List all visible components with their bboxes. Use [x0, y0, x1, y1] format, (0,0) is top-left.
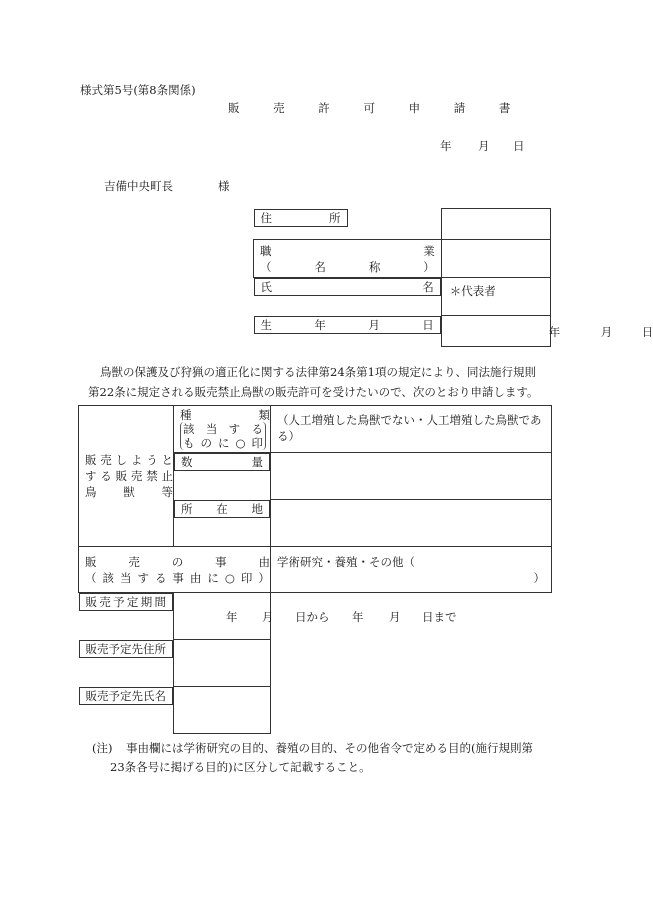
- representative-note: ＊代表者: [449, 284, 496, 298]
- note-line-2: 23条各号に掲げる目的)に区分して記載すること。: [110, 760, 371, 774]
- species-label-line3: も の に ○ 印: [183, 436, 263, 450]
- occupation-label: [254, 240, 442, 278]
- note-mark: (注): [92, 741, 113, 755]
- intro-line-2: 第22条に規定される販売禁止鳥獣の販売許可を受けたいので、次のとおり申請します。: [88, 385, 539, 399]
- occupation-label-line1: 職 業: [260, 243, 435, 258]
- species-group-label: [79, 406, 174, 547]
- reason-options: 学術研究・養殖・その他（: [277, 554, 415, 569]
- birthdate-field[interactable]: [441, 316, 653, 347]
- period-year-to: 年: [352, 610, 364, 624]
- name-field[interactable]: [441, 278, 550, 316]
- species-field[interactable]: [271, 406, 552, 453]
- note-line-1: 事由欄には学術研究の目的、養殖の目的、その他省令で定める目的(施行規則第: [126, 741, 533, 755]
- reason-field[interactable]: [271, 547, 552, 593]
- species-label-bracket: [180, 422, 266, 450]
- period-month-to: 月: [389, 610, 401, 624]
- species-label-line1: 種 類: [180, 408, 270, 422]
- birth-year: 年: [548, 325, 561, 339]
- page-title: 販 売 許 可 申 請 書: [228, 101, 526, 115]
- quantity-label: 数 量: [174, 453, 270, 471]
- destination-address-label: 販 売 予 定 先 住 所: [79, 640, 174, 658]
- period-month-from: 月: [262, 610, 274, 624]
- addressee-honorific: 様: [218, 179, 230, 193]
- species-option-text: （人工増殖した鳥獣でない・人工増殖した鳥獣である）: [277, 413, 542, 443]
- destination-name-label: 販 売 予 定 先 氏 名: [79, 687, 174, 705]
- address-field[interactable]: [441, 209, 550, 240]
- period-day-to: 日まで: [422, 610, 457, 624]
- date-year: 年: [440, 139, 452, 153]
- period-day-from: 日から: [295, 610, 330, 624]
- occupation-field[interactable]: [441, 240, 550, 278]
- applicant-table: [253, 208, 653, 347]
- form-number: 様式第5号(第8条関係): [80, 83, 196, 97]
- species-label: [174, 406, 271, 453]
- date-day: 日: [513, 139, 525, 153]
- species-label-line2: 該 当 す る: [183, 422, 263, 436]
- birthdate-label: 生 年 月 日: [254, 316, 441, 334]
- period-year-from: 年: [226, 610, 238, 624]
- destination-name-field[interactable]: [174, 687, 271, 734]
- group-label-line3: 鳥 獣 等: [85, 485, 173, 499]
- addressee-name: 吉備中央町長: [104, 179, 173, 193]
- location-field[interactable]: [271, 500, 552, 547]
- group-label-line2: す る 販 売 禁 止: [85, 469, 173, 483]
- occupation-label-line2: （ 名 称 ）: [260, 259, 435, 274]
- quantity-field[interactable]: [271, 453, 552, 500]
- period-field[interactable]: [174, 593, 457, 640]
- reason-label: [79, 547, 271, 593]
- reason-label-line2: （ 該 当 す る 事 由 に ○ 印 ）: [85, 570, 270, 585]
- name-label: 氏 名: [254, 278, 441, 296]
- reason-label-line1: 販 売 の 事 由: [85, 554, 270, 569]
- application-table: [78, 405, 552, 734]
- group-label-line1: 販 売 し よ う と: [85, 453, 173, 467]
- destination-address-field[interactable]: [174, 640, 271, 687]
- intro-line-1: 鳥獣の保護及び狩猟の適正化に関する法律第24条第1項の規定により、同法施行規則: [100, 365, 536, 379]
- reason-close-paren: ）: [533, 570, 545, 585]
- birth-day: 日: [641, 325, 653, 339]
- location-label: 所 在 地: [174, 500, 270, 518]
- address-label: 住 所: [254, 209, 348, 227]
- date-month: 月: [478, 139, 490, 153]
- birth-month: 月: [600, 325, 613, 339]
- period-label: 販 売 予 定 期 間: [79, 593, 174, 611]
